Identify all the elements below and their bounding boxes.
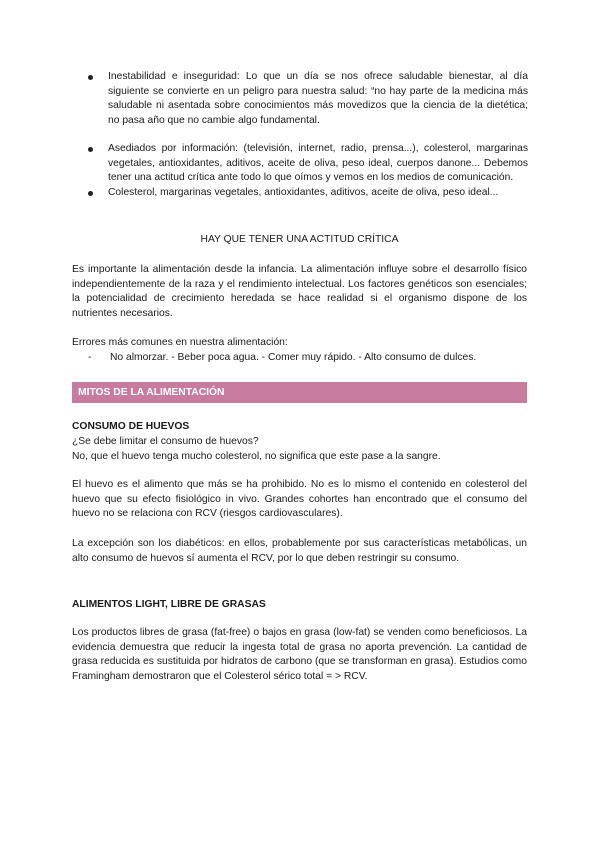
bullet-list (88, 70, 528, 200)
bullet-item-instability (88, 70, 528, 128)
section-banner: MITOS DE LA ALIMENTACIÓN (72, 382, 527, 403)
dash-marker: - (88, 352, 92, 363)
light-paragraph: Los productos libres de grasa (fat-free) o bajos en grasa (low-fat) se venden como beneficiosos. La evidencia demuestra que reducir la ingesta total de grasa no aporta prevención. La cantidad de grasa reducida es sustituida por hidratos de carbono (que se transforman en grasa). Estudios como Framingham demostraron que el Colesterol sérico total = > RCV. (72, 627, 527, 682)
bullet-item-cholesterol (88, 186, 528, 201)
bullet-dot-icon (88, 75, 93, 80)
bullet-item-information (88, 142, 528, 186)
bullet-text: Inestabilidad e inseguridad: Lo que un día se nos ofrece saludable bienestar, al día siguiente se convierte en un peligro para nuestra salud: “no hay parte de la medicina más saludable ni asentada sobre conocimientos más movedizos que la ciencia de la dietética; no pasa año que no cambie algo fundamental. (108, 71, 528, 126)
bullet-text: Colesterol, margarinas vegetales, antioxidantes, aditivos, aceite de oliva, peso ideal... (108, 186, 499, 198)
eggs-answer: No, que el huevo tenga mucho colesterol, no significa que este pase a la sangre. (72, 451, 441, 462)
bullet-dot-icon (88, 147, 93, 152)
bullet-text: Asediados por información: (televisión, internet, radio, prensa...), colesterol, margarinas vegetales, antioxidantes, aditivos, aceite de oliva, peso ideal, cuerpos danone... Debemos tener una actitud crítica ante todo lo que oímos y vemos en los medios de comunicación. (108, 143, 528, 183)
light-heading: ALIMENTOS LIGHT, LIBRE DE GRASAS (72, 599, 266, 610)
critical-attitude-line: HAY QUE TENER UNA ACTITUD CRÍTICA (200, 234, 399, 245)
eggs-heading: CONSUMO DE HUEVOS (72, 421, 190, 432)
eggs-question: ¿Se debe limitar el consumo de huevos? (72, 436, 259, 447)
bullet-dot-icon (88, 191, 93, 196)
errors-list (88, 351, 533, 365)
errors-title: Errores más comunes en nuestra alimentación: (72, 337, 288, 348)
intro-paragraph: Es importante la alimentación desde la infancia. La alimentación influye sobre el desarrollo físico independientemente de la raza y el rendimiento intelectual. Los factores genéticos son esenciales; la potencialidad de crecimiento heredada se hace realidad si el organismo dispone de los nutrientes necesarios. (72, 264, 527, 319)
errors-items: No almorzar. - Beber poca agua. - Comer muy rápido. - Alto consumo de dulces. (110, 352, 477, 363)
eggs-paragraph-2: La excepción son los diabéticos: en ellos, probablemente por sus características metabólicas, un alto consumo de huevos sí aumenta el RCV, por lo que deben restringir su consumo. (72, 538, 527, 564)
eggs-paragraph-1: El huevo es el alimento que más se ha prohibido. No es lo mismo el contenido en colesterol del huevo que su efecto fisiológico in vivo. Grandes cohortes han encontrado que el consumo del huevo no se relaciona con RCV (riesgos cardiovasculares). (72, 479, 527, 519)
